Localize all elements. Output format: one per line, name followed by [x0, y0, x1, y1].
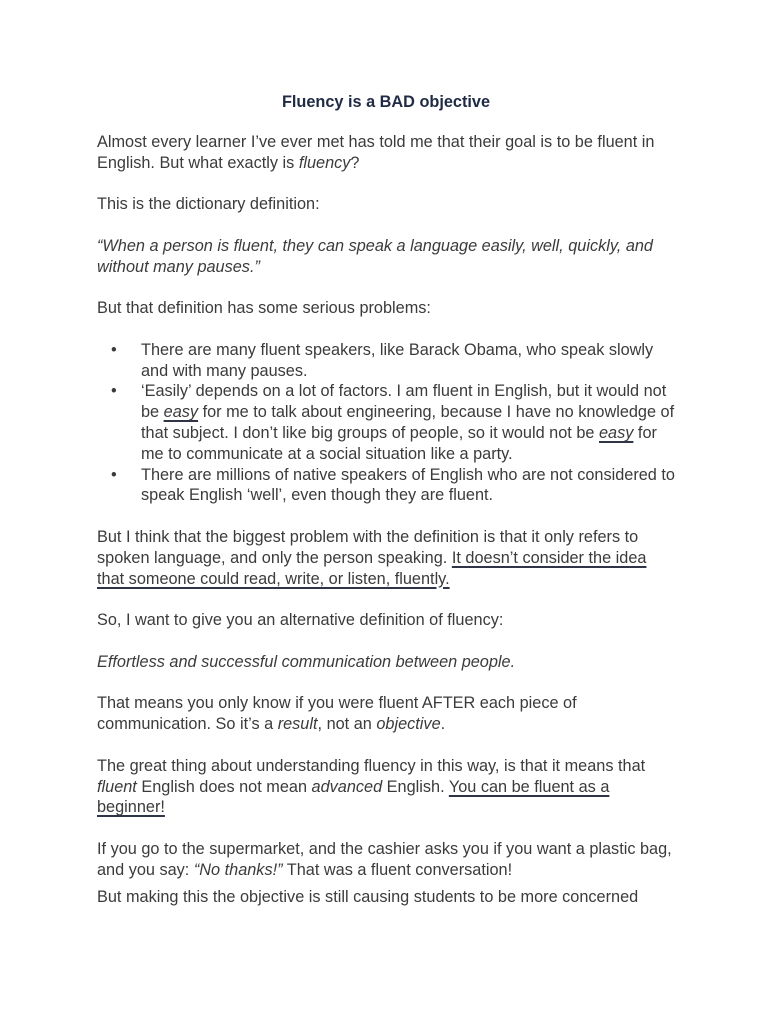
document-body [97, 92, 675, 907]
underlined-sentence: It doesn’t consider the idea that someone could read, write, or listen, fluently. [97, 548, 647, 588]
paragraph-text: That was a fluent conversation! [282, 860, 513, 879]
document-title: Fluency is a BAD objective [281, 93, 491, 111]
list-item [97, 381, 675, 464]
list-item-text: There are millions of native speakers of English who are not considered to speak English ‘well’, even though they are fluent. [141, 465, 675, 505]
emphasis-fluent: fluent [97, 777, 137, 796]
emphasis-result: result [277, 715, 318, 734]
emphasis-objective: objective [376, 715, 441, 734]
paragraph-problems: But that definition has some serious problems: [97, 299, 431, 318]
paragraph-text: The great thing about understanding fluency in this way, is that it means that [97, 756, 646, 775]
list-item-text: ‘Easily’ depends on a lot of factors. I am fluent in English, but it would not be [141, 382, 667, 422]
list-item-text: for me to communicate at a social situation like a party. [141, 423, 657, 463]
alternative-definition [97, 652, 675, 673]
paragraph-text: , not an [317, 715, 377, 734]
emphasis-no-thanks: “No thanks!” [193, 860, 283, 879]
paragraph-intro-text: Almost every learner I’ve ever met has told me that their goal is to be fluent in English. But what exactly is [97, 132, 655, 172]
underlined-easy: easy [598, 423, 634, 442]
list-item [97, 465, 675, 507]
paragraph-text: That means you only know if you were fluent AFTER each piece of communication. So it’s a [97, 694, 577, 734]
cut-off-line [97, 888, 675, 907]
paragraph-intro-end: ? [350, 153, 360, 172]
dictionary-quote [97, 236, 675, 278]
paragraph-definition-intro: This is the dictionary definition: [97, 195, 320, 214]
cut-off-text: But making this the objective is still causing students to be more concerned [97, 888, 639, 907]
paragraph-text: English. [382, 777, 449, 796]
underlined-sentence: You can be fluent as a beginner! [97, 777, 610, 817]
paragraph-biggest-problem [97, 527, 675, 589]
list-item [97, 340, 675, 382]
paragraph-intro [97, 132, 675, 174]
dictionary-quote-text: “When a person is fluent, they can speak a language easily, well, quickly, and without many pauses.” [97, 236, 653, 276]
emphasis-advanced: advanced [311, 777, 383, 796]
list-item-text: for me to talk about engineering, because I have no knowledge of that subject. I don’t like big groups of people, so it would not be [141, 403, 675, 442]
paragraph-great-thing [97, 756, 675, 818]
paragraph-alternative: So, I want to give you an alternative definition of fluency: [97, 611, 504, 630]
underlined-easy: easy [163, 403, 199, 422]
paragraph-text: English does not mean [136, 777, 312, 796]
paragraph-supermarket [97, 839, 675, 881]
bullet-marker: • [111, 382, 117, 401]
problem-list [97, 340, 675, 506]
paragraph-text: But I think that the biggest problem with the definition is that it only refers to spoken language, and only the person speaking. [97, 527, 639, 567]
list-item-text: There are many fluent speakers, like Barack Obama, who speak slowly and with many pauses. [141, 340, 654, 380]
emphasis-fluency: fluency [298, 153, 351, 172]
paragraph-text: If you go to the supermarket, and the cashier asks you if you want a plastic bag, and you say: [97, 839, 672, 879]
paragraph-result [97, 693, 675, 735]
alternative-definition-text: Effortless and successful communication between people. [97, 652, 516, 671]
bullet-marker: • [111, 465, 117, 484]
paragraph-text: . [440, 715, 446, 734]
bullet-marker: • [111, 340, 117, 359]
